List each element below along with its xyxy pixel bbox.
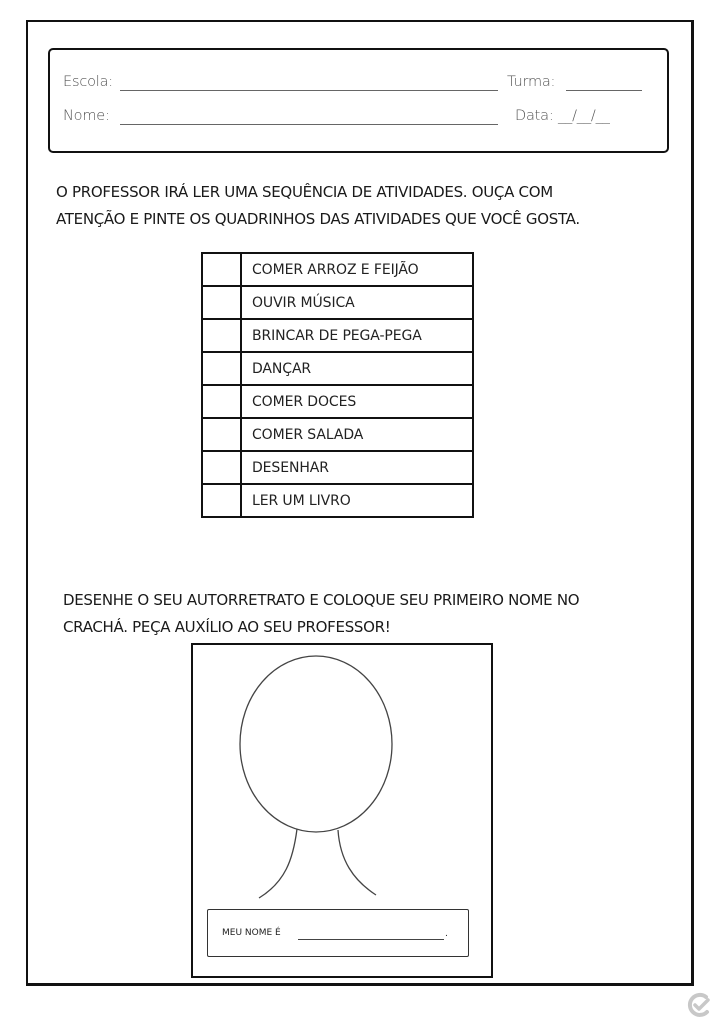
activity-label: COMER ARROZ E FEIJÃO bbox=[241, 253, 473, 286]
table-row bbox=[202, 385, 473, 418]
table-row bbox=[202, 451, 473, 484]
activity-label: OUVIR MÚSICA bbox=[241, 286, 473, 319]
color-checkbox[interactable] bbox=[202, 484, 241, 517]
color-checkbox[interactable] bbox=[202, 451, 241, 484]
activities-instruction-line2: ATENÇÃO E PINTE OS QUADRINHOS DAS ATIVIDADES QUE VOCÊ GOSTA. bbox=[56, 210, 580, 228]
checkmark-logo-icon bbox=[686, 992, 712, 1018]
table-row bbox=[202, 253, 473, 286]
activities-instruction-line1: O PROFESSOR IRÁ LER UMA SEQUÊNCIA DE ATIVIDADES. OUÇA COM bbox=[56, 183, 553, 201]
class-field[interactable] bbox=[566, 90, 642, 91]
activity-label: DESENHAR bbox=[241, 451, 473, 484]
color-checkbox[interactable] bbox=[202, 352, 241, 385]
color-checkbox[interactable] bbox=[202, 385, 241, 418]
activity-label: BRINCAR DE PEGA-PEGA bbox=[241, 319, 473, 352]
color-checkbox[interactable] bbox=[202, 319, 241, 352]
name-badge bbox=[207, 909, 469, 957]
color-checkbox[interactable] bbox=[202, 253, 241, 286]
school-field[interactable] bbox=[120, 90, 498, 91]
date-field[interactable]: __/__/__ bbox=[558, 108, 610, 124]
date-label: Data: bbox=[515, 108, 554, 124]
color-checkbox[interactable] bbox=[202, 286, 241, 319]
activity-label: LER UM LIVRO bbox=[241, 484, 473, 517]
activity-label: COMER DOCES bbox=[241, 385, 473, 418]
student-info-box bbox=[48, 48, 669, 153]
first-name-field[interactable] bbox=[298, 939, 444, 940]
self-portrait-area[interactable] bbox=[191, 643, 493, 978]
name-field[interactable] bbox=[120, 124, 498, 125]
color-checkbox[interactable] bbox=[202, 418, 241, 451]
portrait-instruction-line2: CRACHÁ. PEÇA AUXÍLIO AO SEU PROFESSOR! bbox=[63, 618, 391, 636]
class-label: Turma: bbox=[507, 74, 556, 90]
table-row bbox=[202, 319, 473, 352]
portrait-instruction-line1: DESENHE O SEU AUTORRETRATO E COLOQUE SEU PRIMEIRO NOME NO bbox=[63, 591, 580, 609]
name-badge-period: . bbox=[445, 929, 448, 939]
school-label: Escola: bbox=[63, 74, 113, 90]
table-row bbox=[202, 418, 473, 451]
table-row bbox=[202, 352, 473, 385]
table-row bbox=[202, 286, 473, 319]
activity-label: DANÇAR bbox=[241, 352, 473, 385]
name-badge-label: MEU NOME É bbox=[222, 928, 281, 938]
activity-label: COMER SALADA bbox=[241, 418, 473, 451]
table-row bbox=[202, 484, 473, 517]
name-label: Nome: bbox=[63, 108, 110, 124]
activities-table bbox=[201, 252, 474, 518]
